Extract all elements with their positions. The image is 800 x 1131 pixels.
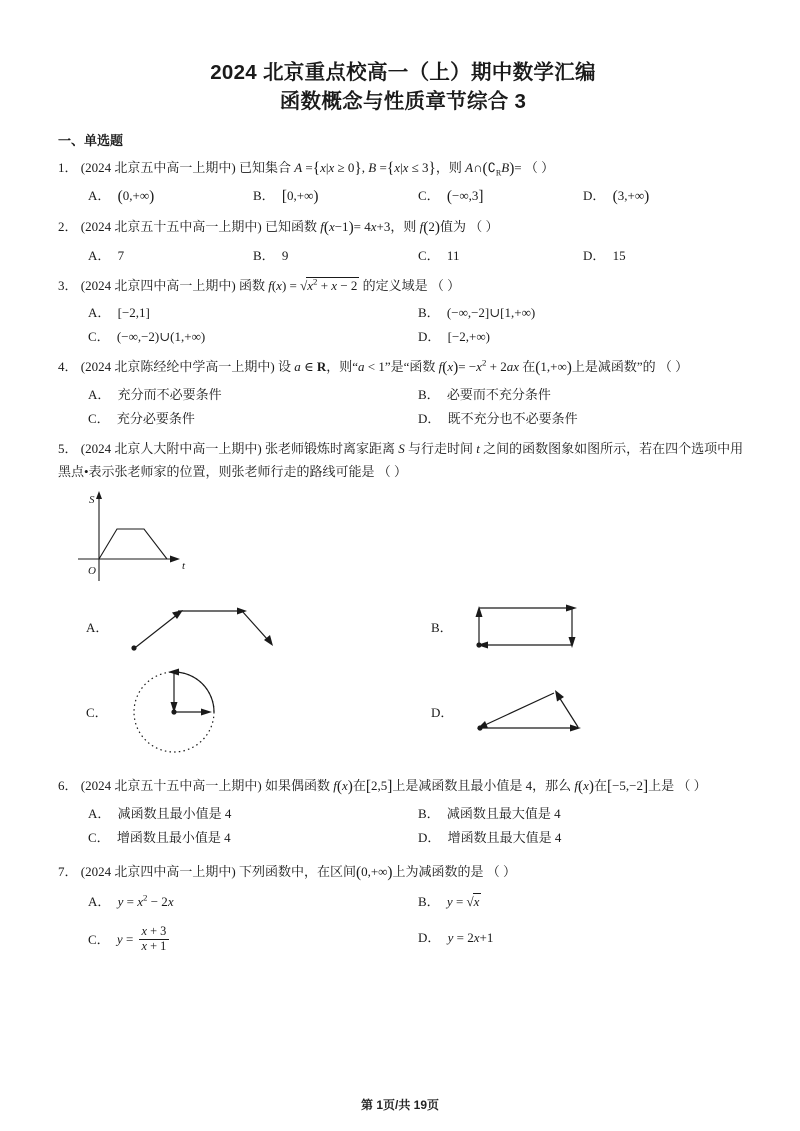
option-6-b[interactable]: B． 减函数且最大值是 4 xyxy=(418,806,561,822)
question-2-source: (2024 北京五十五中高一上期中) xyxy=(80,219,262,235)
title-line-1: 2024 北京重点校高一（上）期中数学汇编 xyxy=(210,61,596,84)
question-5-graph-figure xyxy=(58,489,748,590)
question-1-stem: 1． (2024 北京五中高一上期中) 已知集合 A ={x|x ≥ 0}, B ={x|x ≤ 3}，则 $A\cap(∁_RB)=$ （ ） xyxy=(58,160,555,178)
option-7-b[interactable]: B． y = √x xyxy=(418,894,480,910)
graph-x-axis-label: t xyxy=(182,559,186,572)
question-1-number: 1． xyxy=(58,160,78,175)
question-5-source: (2024 北京人大附中高一上期中) xyxy=(80,440,262,456)
question-6-source: (2024 北京五十五中高一上期中) xyxy=(80,777,262,793)
question-7-options xyxy=(58,890,748,955)
question-3-number: 3． xyxy=(58,277,78,293)
question-6 xyxy=(58,774,748,850)
path-figure-d xyxy=(465,681,645,743)
question-7-number: 7． xyxy=(58,864,78,880)
option-6-a[interactable]: A． 减函数且最小值是 4 xyxy=(88,806,232,822)
option-1-c[interactable]: C． (−∞,3] xyxy=(418,188,484,206)
option-2-d[interactable]: D． 15 xyxy=(583,247,626,263)
graph-y-axis-label: S xyxy=(89,493,95,506)
title-line-2: 函数概念与性质章节综合 3 xyxy=(279,90,527,113)
option-1-d[interactable]: D． (3,+∞) xyxy=(583,188,650,206)
option-5-d-label: D． xyxy=(431,705,454,721)
question-7-stem: 7． (2024 北京四中高一上期中) 下列函数中，在区间(0,+∞)上为减函数的是 （ ） xyxy=(58,864,517,882)
question-4-options xyxy=(58,383,748,431)
option-4-a[interactable]: A． 充分而不必要条件 xyxy=(88,386,222,402)
option-4-c[interactable]: C． 充分必要条件 xyxy=(88,410,195,426)
question-1-source: (2024 北京五中高一上期中) xyxy=(80,160,236,175)
option-5-b[interactable] xyxy=(403,596,748,658)
option-5-d[interactable] xyxy=(403,681,748,743)
question-5-stem: 5． (2024 北京人大附中高一上期中) 张老师锻炼时离家距离 S 与行走时间 t 之间的函数图象如图所示，若在四个选项中用黑点•表示张老师家的位置，则张老师行走的路线可能是 （ ） xyxy=(58,440,744,479)
option-2-c[interactable]: C． 11 xyxy=(418,247,460,263)
option-3-c[interactable]: C． (−∞,−2)∪(1,+∞) xyxy=(88,328,206,344)
option-5-a-label: A． xyxy=(86,620,109,636)
question-6-options xyxy=(58,802,748,850)
option-1-a[interactable]: A． (0,+∞) xyxy=(88,188,155,206)
page-content xyxy=(58,58,748,961)
option-1-b[interactable]: B． [0,+∞) xyxy=(253,188,319,206)
path-figure-c xyxy=(120,664,300,760)
question-6-stem: 6． (2024 北京五十五中高一上期中) 如果偶函数 f(x)在[2,5]上是减函数且最小值是 4，那么 f(x)在[−5,−2]上是 （ ） xyxy=(58,777,707,796)
option-2-a[interactable]: A． 7 xyxy=(88,247,125,263)
question-3 xyxy=(58,274,748,349)
question-2-options xyxy=(58,244,748,268)
question-2-stem: 2． (2024 北京五十五中高一上期中) 已知函数 f(x−1)= 4x+3，则 f(2)值为 （ ） xyxy=(58,219,499,237)
option-5-c[interactable] xyxy=(58,664,403,760)
option-6-d[interactable]: D． 增函数且最大值是 4 xyxy=(418,830,562,846)
question-6-number: 6． xyxy=(58,777,78,793)
question-3-stem: 3． (2024 北京四中高一上期中) 函数 $f(x) = √x^2 + x - 2$ 的定义域是 （ ） xyxy=(58,276,461,293)
option-4-b[interactable]: B． 必要而不充分条件 xyxy=(418,386,551,402)
option-5-a[interactable] xyxy=(58,596,403,658)
page-title xyxy=(58,58,748,116)
option-3-b[interactable]: B． (−∞,−2]∪[1,+∞) xyxy=(418,304,536,320)
option-7-c[interactable]: C． y = $\frac{x + 3}{x + 1}$ xyxy=(88,926,418,955)
option-7-a[interactable]: A． $y = x^2 - 2x$ xyxy=(88,892,174,910)
path-figure-a xyxy=(120,596,300,658)
path-figure-b xyxy=(465,596,645,658)
option-3-d[interactable]: D． [−2,+∞) xyxy=(418,328,490,344)
option-2-b[interactable]: B． 9 xyxy=(253,247,289,263)
question-3-options xyxy=(58,301,748,349)
option-4-d[interactable]: D． 既不充分也不必要条件 xyxy=(418,410,578,426)
option-3-a[interactable]: A． [−2,1] xyxy=(88,304,150,320)
question-2-number: 2． xyxy=(58,219,78,235)
question-4 xyxy=(58,355,748,431)
question-1-options xyxy=(58,184,748,209)
question-1 xyxy=(58,156,748,209)
question-5-choice-figures xyxy=(58,596,748,760)
option-7-d[interactable]: D． y = 2x+1 xyxy=(418,930,494,946)
question-3-source: (2024 北京四中高一上期中) xyxy=(80,277,236,293)
question-7-source: (2024 北京四中高一上期中) xyxy=(80,864,236,880)
section-heading: 一、单选题 xyxy=(58,133,124,148)
option-5-b-label: B． xyxy=(431,620,453,636)
page-footer: 第 1页/共 19页 xyxy=(360,1098,440,1112)
graph-origin-label: O xyxy=(88,564,96,577)
question-5 xyxy=(58,437,748,760)
question-5-number: 5． xyxy=(58,440,78,456)
question-4-number: 4． xyxy=(58,358,78,374)
question-7 xyxy=(58,860,748,955)
question-2 xyxy=(58,215,748,267)
question-4-stem: 4． (2024 北京陈经纶中学高一上期中) 设 a ∈ R，则“a < 1”是“函数 $f(x)= -x^2 + 2ax$ 在(1,+∞)上是减函数”的 （ ） xyxy=(58,357,689,376)
distance-time-graph xyxy=(64,489,264,585)
option-5-c-label: C． xyxy=(86,705,108,721)
option-6-c[interactable]: C． 增函数且最小值是 4 xyxy=(88,830,231,846)
question-4-source: (2024 北京陈经纶中学高一上期中) xyxy=(80,358,275,374)
